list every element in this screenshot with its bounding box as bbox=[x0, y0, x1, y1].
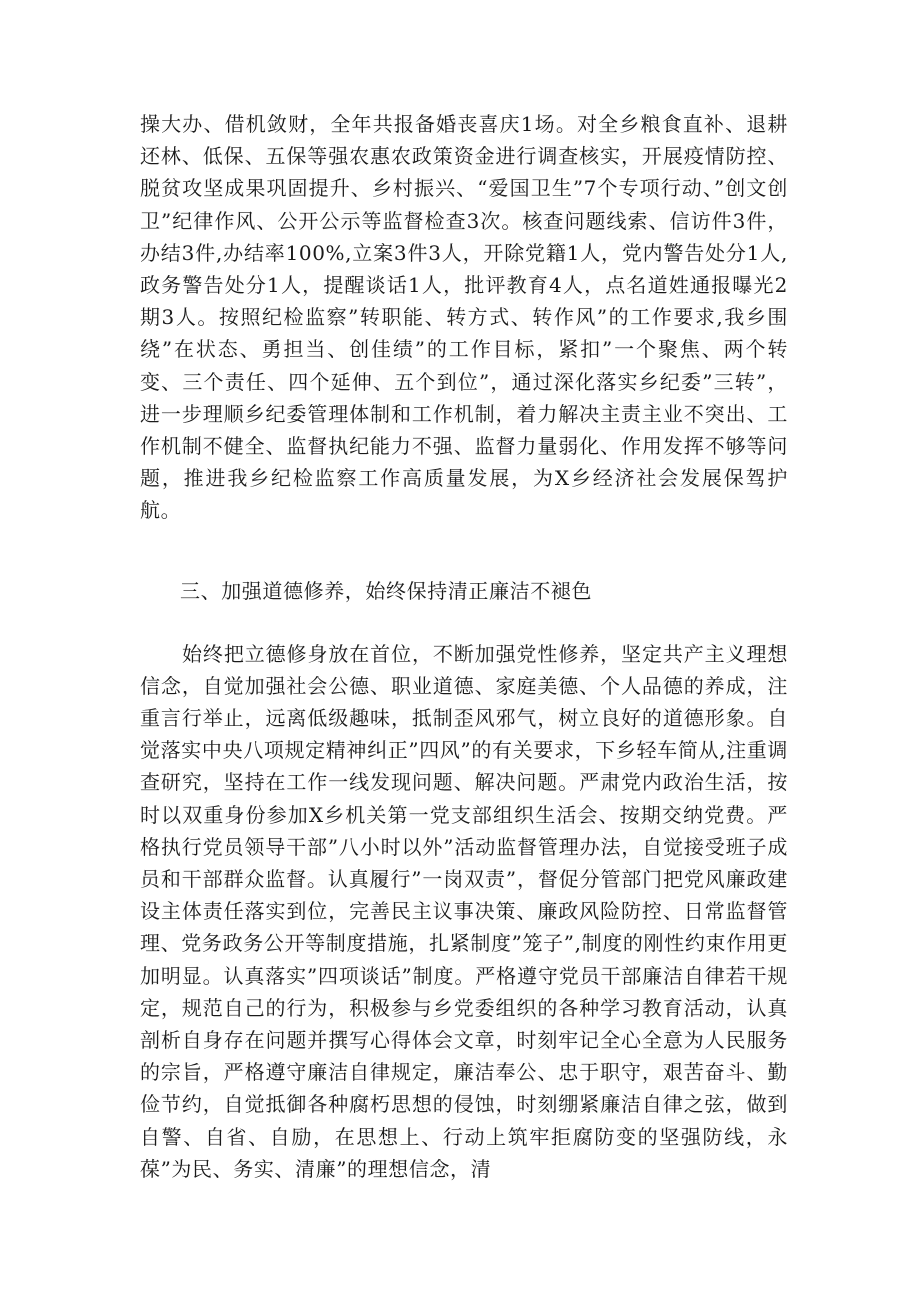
section-heading-3: 三、加强道德修养，始终保持清正廉洁不褪色 bbox=[180, 578, 592, 603]
body-paragraph-continued: 操大办、借机敛财，全年共报备婚丧喜庆1场。对全乡粮食直补、退耕还林、低保、五保等强农惠农政策资金进行调查核实，开展疫情防控、脱贫攻坚成果巩固提升、乡村振兴、“爱国卫生”7个专项行动、”创文创卫”纪律作风、公开公示等监督检查3次。核查问题线索、信访件3件，办结3件,办结率100%,立案3件3人，开除党籍1人，党内警告处分1人,政务警告处分1人，提醒谈话1人，批评教育4人，点名道姓通报曝光2期3人。按照纪检监察”转职能、转方式、转作风”的工作要求,我乡围绕”在状态、勇担当、创佳绩”的工作目标，紧扣”一个聚焦、两个转变、三个责任、四个延伸、五个到位”，通过深化落实乡纪委”三转”，进一步理顺乡纪委管理体制和工作机制，着力解决主责主业不突出、工作机制不健全、监督执纪能力不强、监督力量弱化、作用发挥不够等问题，推进我乡纪检监察工作高质量发展，为X乡经济社会发展保驾护航。 bbox=[140, 112, 788, 523]
document-page bbox=[140, 108, 788, 1185]
body-paragraph-section-3: 始终把立德修身放在首位，不断加强党性修养，坚定共产主义理想信念，自觉加强社会公德、职业道德、家庭美德、个人品德的养成，注重言行举止，远离低级趣味，抵制歪风邪气，树立良好的道德形象。自觉落实中央八项规定精神纠正”四风”的有关要求，下乡轻车简从,注重调查研究，坚持在工作一线发现问题、解决问题。严肃党内政治生活，按时以双重身份参加X乡机关第一党支部组织生活会、按期交纳党费。严格执行党员领导干部”八小时以外”活动监督管理办法，自觉接受班子成员和干部群众监督。认真履行”一岗双责”，督促分管部门把党风廉政建设主体责任落实到位，完善民主议事决策、廉政风险防控、日常监督管理、党务政务公开等制度措施，扎紧制度”笼子”,制度的刚性约束作用更加明显。认真落实”四项谈话”制度。严格遵守党员干部廉洁自律若干规定，规范自己的行为，积极参与乡党委组织的各种学习教育活动，认真剖析自身存在问题并撰写心得体会文章，时刻牢记全心全意为人民服务的宗旨，严格遵守廉洁自律规定，廉洁奉公、忠于职守，艰苦奋斗、勤俭节约，自觉抵御各种腐朽思想的侵蚀，时刻绷紧廉洁自律之弦，做到自警、自省、自励，在思想上、行动上筑牢拒腐防变的坚强防线，永葆”为民、务实、清廉”的理想信念，清 bbox=[140, 641, 788, 1181]
